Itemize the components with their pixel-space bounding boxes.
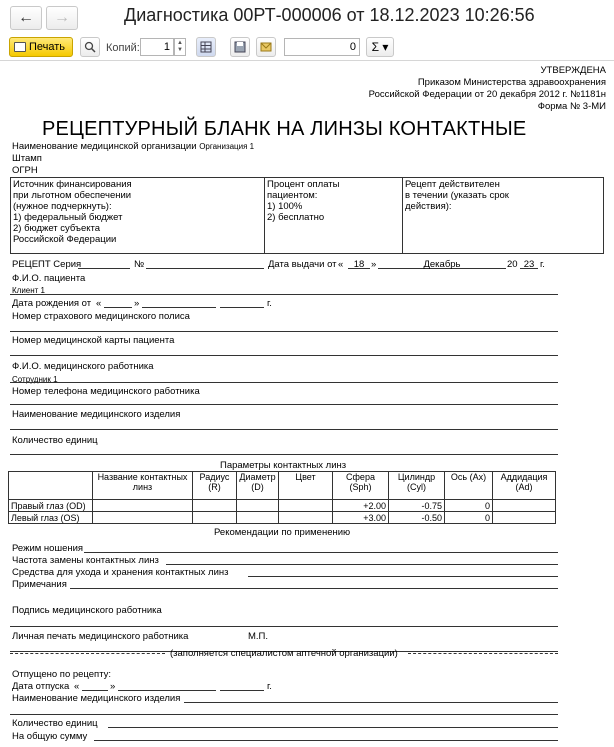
- arrow-right-icon: →: [54, 9, 70, 26]
- qty-label: Количество единиц: [12, 435, 98, 446]
- send-button[interactable]: [256, 37, 276, 57]
- notes-label: Примечания: [12, 579, 67, 590]
- number-line: [146, 268, 264, 269]
- lens-cell-axis: 0: [445, 500, 493, 512]
- magnifier-icon: [84, 41, 96, 53]
- replace-freq-label: Частота замены контактных линз: [12, 555, 159, 566]
- funding-table: [10, 177, 604, 254]
- pharmacy-dash-right: [408, 653, 558, 654]
- copies-label: Копий:: [106, 42, 140, 54]
- issue-year-suffix: г.: [540, 259, 545, 270]
- patient-value: Клиент 1: [12, 286, 45, 295]
- issue-day-line: [348, 268, 370, 269]
- worker-value: Сотрудник 1: [12, 375, 58, 384]
- toolbar: [0, 34, 614, 60]
- validity-cell: Рецепт действителен в течении (указать срок действия):: [403, 178, 604, 254]
- lens-cell-cylinder: -0.50: [389, 512, 445, 524]
- lens-row-left-eye: [9, 512, 556, 524]
- spin-down-icon: ▼: [177, 47, 183, 53]
- lens-header-sphere: Сфера (Sph): [333, 472, 389, 500]
- dispensed-product-line: [184, 702, 558, 703]
- series-line: [78, 268, 130, 269]
- table-icon: [200, 41, 212, 53]
- lens-header-radius: Радиус (R): [193, 472, 237, 500]
- stamp-label: Штамп: [12, 153, 42, 164]
- page-settings-button[interactable]: [196, 37, 216, 57]
- dispensed-label: Отпущено по рецепту:: [12, 669, 112, 680]
- lens-header-blank: [9, 472, 93, 500]
- issue-day: 18: [353, 259, 365, 270]
- signature-label: Подпись медицинского работника: [12, 605, 162, 616]
- issue-year-prefix: 20: [507, 259, 518, 270]
- dispensed-qty-line: [108, 727, 558, 728]
- product-line: [10, 429, 558, 430]
- preview-button[interactable]: [80, 37, 100, 57]
- approved-label: УТВЕРЖДЕНА: [540, 65, 606, 76]
- policy-label: Номер страхового медицинского полиса: [12, 311, 190, 322]
- spin-up-icon: ▲: [177, 40, 183, 46]
- floppy-icon: [234, 41, 246, 53]
- lens-header-color: Цвет: [279, 472, 333, 500]
- lens-row-label: Левый глаз (OS): [9, 512, 93, 524]
- phone-line: [10, 404, 558, 405]
- dispensed-product-label: Наименование медицинского изделия: [12, 693, 181, 704]
- notes-line: [70, 588, 558, 589]
- document-area[interactable]: [0, 60, 614, 747]
- org-value: Организация 1: [199, 142, 255, 151]
- issue-month: Декабрь: [423, 259, 461, 270]
- printer-icon: [14, 42, 26, 52]
- dispense-year-mark: г.: [267, 681, 272, 692]
- org-label: Наименование медицинской организации: [12, 141, 197, 152]
- sigma-icon: Σ ▾: [371, 40, 389, 54]
- issue-year: 23: [523, 259, 535, 270]
- care-products-label: Средства для ухода и хранения контактных линз: [12, 567, 229, 578]
- issue-date-quote-close: »: [371, 259, 377, 270]
- order-line-2: Российской Федерации от 20 декабря 2012 г. №1181н: [368, 89, 606, 100]
- lens-cell-diameter: [237, 512, 279, 524]
- birth-date-label: Дата рождения от: [12, 298, 92, 309]
- birth-quote-open: «: [96, 298, 102, 309]
- sum-field[interactable]: 0: [284, 38, 360, 56]
- order-line-1: Приказом Министерства здравоохранения: [417, 77, 606, 88]
- arrow-left-icon: ←: [18, 9, 34, 26]
- dispense-quote-open: «: [74, 681, 80, 692]
- dispense-quote-close: »: [110, 681, 116, 692]
- lens-cell-cylinder: -0.75: [389, 500, 445, 512]
- sum-mode-button[interactable]: [366, 37, 394, 57]
- qty-line: [10, 454, 558, 455]
- care-products-line: [248, 576, 558, 577]
- back-button[interactable]: [10, 6, 42, 30]
- lens-cell-sphere: +2.00: [333, 500, 389, 512]
- dispense-month-line: [118, 690, 216, 691]
- issue-year-line: [520, 268, 538, 269]
- lens-header-addition: Аддидация (Ad): [493, 472, 556, 500]
- birth-year-line: [220, 307, 264, 308]
- card-line: [10, 355, 558, 356]
- card-label: Номер медицинской карты пациента: [12, 335, 175, 346]
- dispense-date-label: Дата отпуска: [12, 681, 70, 692]
- lens-cell-diameter: [237, 500, 279, 512]
- phone-label: Номер телефона медицинского работника: [12, 386, 200, 397]
- ogrn-label: ОГРН: [12, 165, 38, 176]
- birth-year-mark: г.: [267, 298, 272, 309]
- form-number: Форма № 3-МИ: [537, 101, 606, 112]
- signature-line: [10, 626, 558, 627]
- dispense-day-line: [82, 690, 108, 691]
- lens-row-label: Правый глаз (OD): [9, 500, 93, 512]
- patient-label: Ф.И.О. пациента: [12, 273, 86, 284]
- issue-date-quote-open: «: [338, 259, 344, 270]
- lens-cell-name: [93, 512, 193, 524]
- patient-line: [10, 294, 558, 295]
- dispensed-product-line-2: [10, 714, 558, 715]
- birth-month-line: [142, 307, 216, 308]
- recipe-series-label: РЕЦЕПТ Серия: [12, 259, 82, 270]
- birth-day-line: [104, 307, 132, 308]
- seal-mp: М.П.: [248, 631, 269, 642]
- lens-header-cylinder: Цилиндр (Cyl): [389, 472, 445, 500]
- lens-cell-color: [279, 500, 333, 512]
- total-sum-line: [94, 740, 558, 741]
- window-title: Диагностика 00РТ-000006 от 18.12.2023 10:26:56: [124, 5, 535, 25]
- funding-source-cell: Источник финансирования при льготном обеспечении (нужное подчеркнуть): 1) федеральный бюджет 2) бюджет субъекта Российской Федерации: [11, 178, 265, 254]
- wear-mode-line: [84, 552, 558, 553]
- print-button-label: Печать: [29, 41, 66, 53]
- payment-percent-cell: Процент оплаты пациентом: 1) 100% 2) бесплатно: [265, 178, 403, 254]
- pharmacy-dash-left: [10, 653, 165, 654]
- lens-cell-addition: [493, 512, 556, 524]
- envelope-icon: [260, 41, 272, 53]
- wear-mode-label: Режим ношения: [12, 543, 84, 554]
- worker-line: [10, 382, 558, 383]
- lens-cell-name: [93, 500, 193, 512]
- product-label: Наименование медицинского изделия: [12, 409, 181, 420]
- copies-spinner[interactable]: [174, 38, 186, 56]
- policy-line: [10, 331, 558, 332]
- total-sum-label: На общую сумму: [12, 731, 88, 742]
- lens-header-axis: Ось (Ax): [445, 472, 493, 500]
- issue-date-label: Дата выдачи от: [268, 259, 337, 270]
- lens-header-name: Название контактных линз: [93, 472, 193, 500]
- worker-label: Ф.И.О. медицинского работника: [12, 361, 154, 372]
- window-titlebar: [0, 0, 614, 34]
- lens-header-diameter: Диаметр (D): [237, 472, 279, 500]
- recommendations-title: Рекомендации по применению: [214, 527, 351, 538]
- lens-cell-radius: [193, 500, 237, 512]
- dispensed-qty-label: Количество единиц: [12, 718, 98, 729]
- forward-button[interactable]: [46, 6, 78, 30]
- form-title: РЕЦЕПТУРНЫЙ БЛАНК НА ЛИНЗЫ КОНТАКТНЫЕ: [42, 118, 527, 140]
- number-label: №: [134, 259, 145, 270]
- lens-params-title: Параметры контактных линз: [220, 460, 347, 471]
- copies-input[interactable]: 1: [140, 38, 174, 56]
- dispense-year-line: [220, 690, 264, 691]
- replace-freq-line: [166, 564, 558, 565]
- recipe-form-sheet: [8, 61, 614, 747]
- seal-label: Личная печать медицинского работника: [12, 631, 189, 642]
- birth-quote-close: »: [134, 298, 140, 309]
- lens-cell-color: [279, 512, 333, 524]
- lens-cell-radius: [193, 512, 237, 524]
- lens-cell-addition: [493, 500, 556, 512]
- pharmacy-note: (заполняется специалистом аптечной организации): [170, 648, 398, 659]
- print-button[interactable]: [9, 37, 73, 57]
- save-button[interactable]: [230, 37, 250, 57]
- lens-params-table: [8, 471, 556, 524]
- lens-row-right-eye: [9, 500, 556, 512]
- lens-cell-axis: 0: [445, 512, 493, 524]
- lens-cell-sphere: +3.00: [333, 512, 389, 524]
